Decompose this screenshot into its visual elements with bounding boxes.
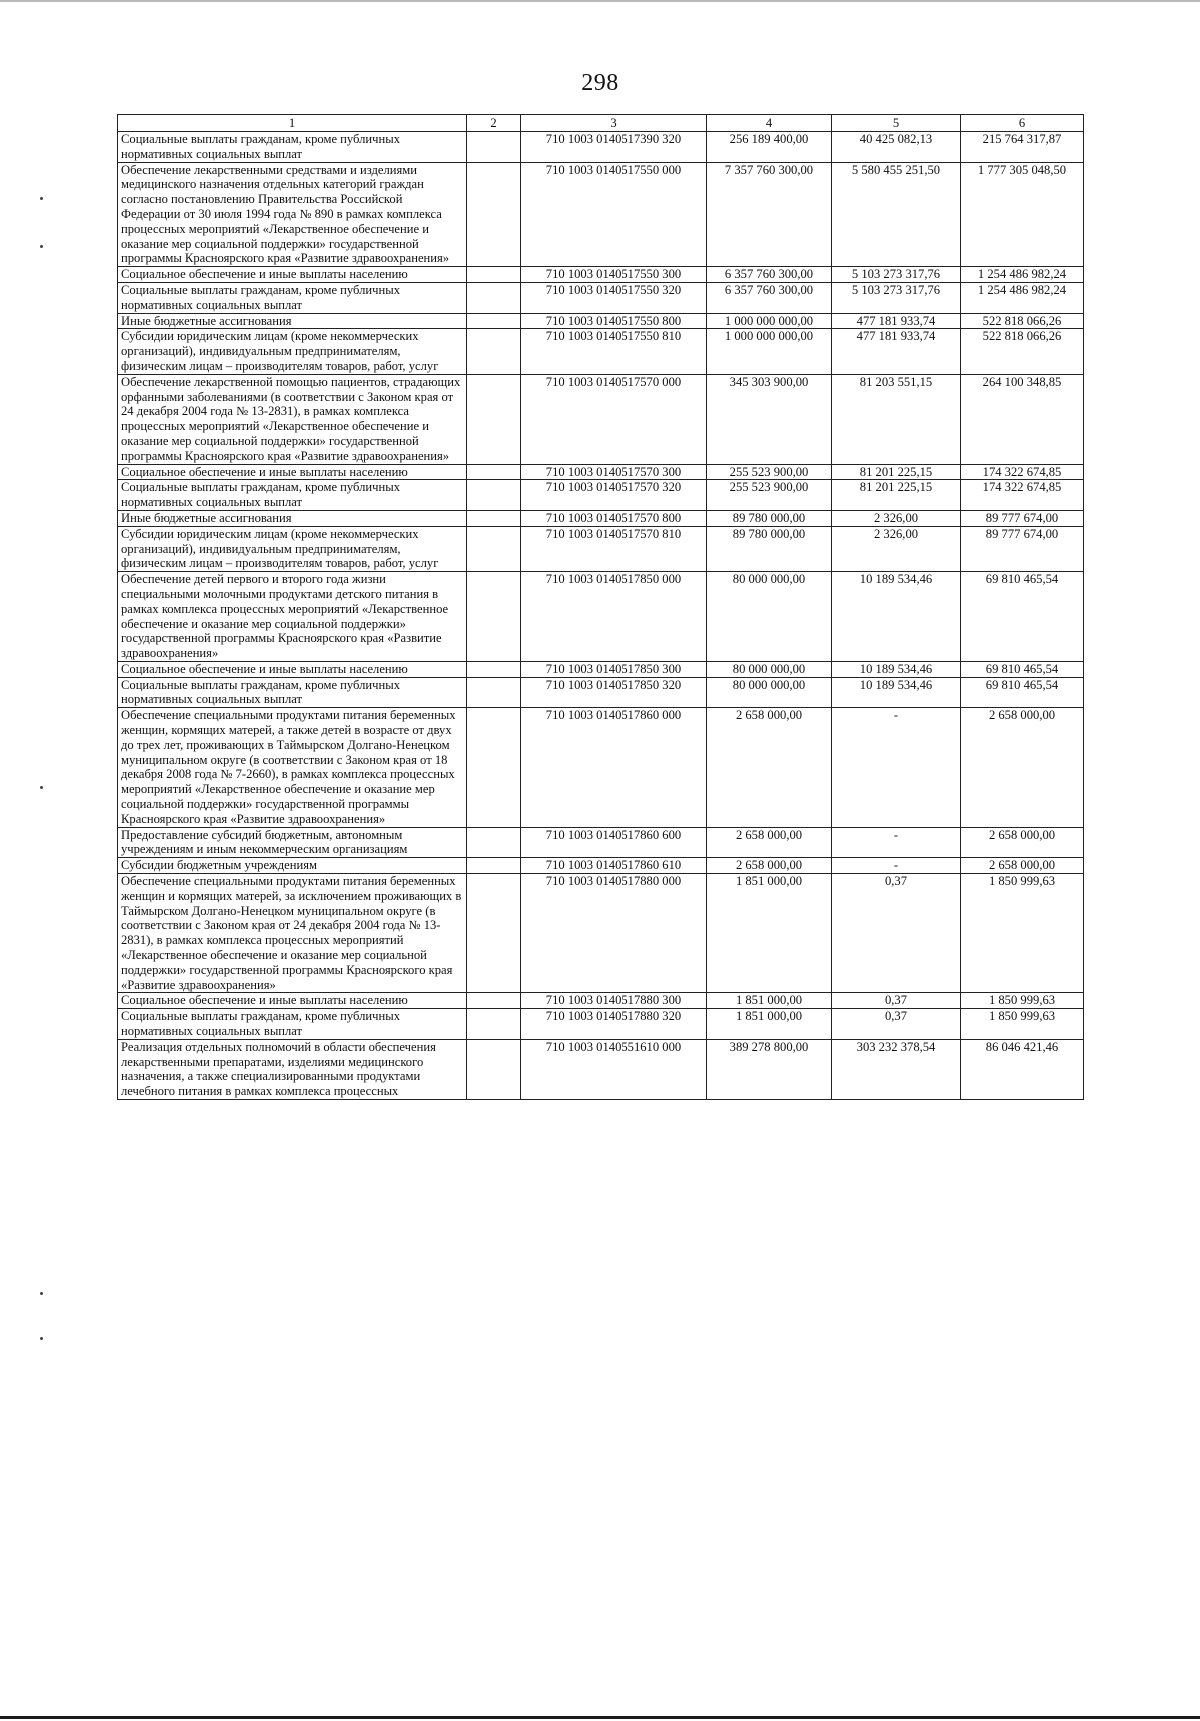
table-row [118,993,1084,1009]
row-amount-planned: 7 357 760 300,00 [707,162,832,267]
row-col2 [467,572,521,662]
row-budget-code: 710 1003 0140517550 800 [521,313,707,329]
row-budget-code: 710 1003 0140517550 000 [521,162,707,267]
row-amount-planned: 6 357 760 300,00 [707,267,832,283]
scan-dot [40,786,43,789]
row-col2 [467,661,521,677]
row-amount-planned: 1 851 000,00 [707,874,832,993]
row-amount-planned: 1 851 000,00 [707,993,832,1009]
row-budget-code: 710 1003 0140517860 610 [521,858,707,874]
row-description: Субсидии бюджетным учреждениям [118,858,467,874]
row-amount-remaining: 1 254 486 982,24 [961,282,1084,313]
row-description: Социальные выплаты гражданам, кроме публичных нормативных социальных выплат [118,677,467,708]
row-amount-remaining: 174 322 674,85 [961,464,1084,480]
row-col2 [467,677,521,708]
row-amount-remaining: 86 046 421,46 [961,1039,1084,1099]
row-amount-executed: 2 326,00 [832,526,961,571]
row-budget-code: 710 1003 0140551610 000 [521,1039,707,1099]
row-amount-remaining: 1 850 999,63 [961,1009,1084,1040]
column-header: 4 [707,115,832,132]
row-col2 [467,267,521,283]
row-description: Социальные выплаты гражданам, кроме публичных нормативных социальных выплат [118,132,467,163]
row-col2 [467,480,521,511]
row-amount-remaining: 264 100 348,85 [961,374,1084,464]
row-amount-remaining: 69 810 465,54 [961,572,1084,662]
row-description: Обеспечение лекарственными средствами и изделиями медицинского назначения отдельных категорий граждан согласно постановлению Правительства Российской Федерации от 30 июля 1994 года № 890 в рамках комплекса процессных мероприятий «Лекарственное обеспечение и оказание мер социальной поддержки» государственной программы Красноярского края «Развитие здравоохранения» [118,162,467,267]
row-description: Реализация отдельных полномочий в области обеспечения лекарственными препаратами, изделиями медицинского назначения, а также специализированными продуктами лечебного питания в рамках комплекса процессных [118,1039,467,1099]
row-amount-planned: 89 780 000,00 [707,510,832,526]
row-amount-remaining: 2 658 000,00 [961,708,1084,827]
row-col2 [467,827,521,858]
row-col2 [467,374,521,464]
row-amount-executed: 0,37 [832,874,961,993]
row-amount-planned: 89 780 000,00 [707,526,832,571]
row-col2 [467,874,521,993]
row-description: Обеспечение специальными продуктами питания беременных женщин и кормящих матерей, за исключением проживающих в Таймырском Долгано-Ненецком муниципальном округе (в соответствии с Законом края от 24 декабря 2004 года № 13-2831), в рамках комплекса процессных мероприятий «Лекарственное обеспечение и оказание мер социальной поддержки» государственной программы Красноярского края «Развитие здравоохранения» [118,874,467,993]
row-description: Социальное обеспечение и иные выплаты населению [118,993,467,1009]
row-description: Субсидии юридическим лицам (кроме некоммерческих организаций), индивидуальным предпринимателям, физическим лицам – производителям товаров, работ, услуг [118,329,467,374]
row-amount-executed: - [832,827,961,858]
row-amount-planned: 80 000 000,00 [707,677,832,708]
row-amount-executed: 10 189 534,46 [832,661,961,677]
row-col2 [467,162,521,267]
row-amount-remaining: 522 818 066,26 [961,329,1084,374]
row-amount-planned: 1 000 000 000,00 [707,313,832,329]
table-row [118,282,1084,313]
row-amount-remaining: 1 777 305 048,50 [961,162,1084,267]
row-amount-planned: 2 658 000,00 [707,708,832,827]
row-col2 [467,132,521,163]
row-budget-code: 710 1003 0140517850 300 [521,661,707,677]
table-row [118,572,1084,662]
table-body [118,132,1084,1100]
row-amount-planned: 2 658 000,00 [707,858,832,874]
row-description: Обеспечение лекарственной помощью пациентов, страдающих орфанными заболеваниями (в соответствии с Законом края от 24 декабря 2004 года № 13-2831), в рамках комплекса процессных мероприятий «Лекарственное обеспечение и оказание мер социальной поддержки» государственной программы Красноярского края «Развитие здравоохранения» [118,374,467,464]
table-row [118,827,1084,858]
table-row [118,708,1084,827]
row-description: Социальное обеспечение и иные выплаты населению [118,267,467,283]
table-row [118,132,1084,163]
table-row [118,267,1084,283]
row-amount-remaining: 89 777 674,00 [961,526,1084,571]
row-col2 [467,993,521,1009]
row-description: Социальное обеспечение и иные выплаты населению [118,661,467,677]
column-header: 1 [118,115,467,132]
row-budget-code: 710 1003 0140517880 320 [521,1009,707,1040]
table-row [118,313,1084,329]
row-amount-remaining: 69 810 465,54 [961,677,1084,708]
scan-dot [40,197,43,200]
row-budget-code: 710 1003 0140517880 300 [521,993,707,1009]
row-col2 [467,329,521,374]
bottom-scan-edge [0,1716,1200,1719]
row-budget-code: 710 1003 0140517570 300 [521,464,707,480]
table-row [118,162,1084,267]
row-amount-executed: 5 103 273 317,76 [832,267,961,283]
row-budget-code: 710 1003 0140517550 320 [521,282,707,313]
row-amount-planned: 6 357 760 300,00 [707,282,832,313]
row-amount-executed: 2 326,00 [832,510,961,526]
row-budget-code: 710 1003 0140517570 800 [521,510,707,526]
row-amount-planned: 80 000 000,00 [707,661,832,677]
row-amount-executed: 5 580 455 251,50 [832,162,961,267]
table-row [118,858,1084,874]
row-budget-code: 710 1003 0140517570 000 [521,374,707,464]
row-description: Социальные выплаты гражданам, кроме публичных нормативных социальных выплат [118,480,467,511]
row-amount-planned: 255 523 900,00 [707,464,832,480]
table-row [118,480,1084,511]
table-row [118,464,1084,480]
row-amount-executed: 10 189 534,46 [832,677,961,708]
row-amount-remaining: 69 810 465,54 [961,661,1084,677]
row-description: Социальные выплаты гражданам, кроме публичных нормативных социальных выплат [118,1009,467,1040]
table-row [118,374,1084,464]
column-header: 3 [521,115,707,132]
row-col2 [467,708,521,827]
row-description: Субсидии юридическим лицам (кроме некоммерческих организаций), индивидуальным предпринимателям, физическим лицам – производителям товаров, работ, услуг [118,526,467,571]
table-row [118,526,1084,571]
row-description: Иные бюджетные ассигнования [118,313,467,329]
row-col2 [467,313,521,329]
column-header: 2 [467,115,521,132]
page-number: 298 [581,70,619,96]
scan-dot [40,1337,43,1340]
header-row [118,115,1084,132]
row-amount-executed: 0,37 [832,1009,961,1040]
row-amount-planned: 80 000 000,00 [707,572,832,662]
column-header: 6 [961,115,1084,132]
row-budget-code: 710 1003 0140517570 810 [521,526,707,571]
row-amount-remaining: 174 322 674,85 [961,480,1084,511]
table-row [118,677,1084,708]
row-budget-code: 710 1003 0140517860 600 [521,827,707,858]
row-amount-remaining: 2 658 000,00 [961,858,1084,874]
table-row [118,1009,1084,1040]
row-amount-planned: 1 851 000,00 [707,1009,832,1040]
row-col2 [467,858,521,874]
scan-dot [40,245,43,248]
row-amount-planned: 1 000 000 000,00 [707,329,832,374]
row-description: Социальное обеспечение и иные выплаты населению [118,464,467,480]
row-amount-executed: 477 181 933,74 [832,329,961,374]
row-col2 [467,510,521,526]
row-budget-code: 710 1003 0140517850 320 [521,677,707,708]
row-amount-executed: 40 425 082,13 [832,132,961,163]
row-amount-executed: - [832,708,961,827]
row-description: Обеспечение специальными продуктами питания беременных женщин, кормящих матерей, а также детей в возрасте от двух до трех лет, проживающих в Таймырском Долгано-Ненецком муниципальном округе (в соответствии с Законом края от 18 декабря 2008 года № 7-2660), в рамках комплекса процессных мероприятий «Лекарственное обеспечение и оказание мер социальной поддержки» государственной программы Красноярского края «Развитие здравоохранения» [118,708,467,827]
row-amount-remaining: 522 818 066,26 [961,313,1084,329]
row-amount-executed: 10 189 534,46 [832,572,961,662]
row-amount-executed: 5 103 273 317,76 [832,282,961,313]
row-budget-code: 710 1003 0140517880 000 [521,874,707,993]
row-budget-code: 710 1003 0140517570 320 [521,480,707,511]
row-amount-executed: 81 201 225,15 [832,464,961,480]
row-amount-planned: 389 278 800,00 [707,1039,832,1099]
row-description: Иные бюджетные ассигнования [118,510,467,526]
row-amount-executed: 81 201 225,15 [832,480,961,511]
row-budget-code: 710 1003 0140517550 300 [521,267,707,283]
row-col2 [467,282,521,313]
row-description: Предоставление субсидий бюджетным, автономным учреждениям и иным некоммерческим организациям [118,827,467,858]
row-budget-code: 710 1003 0140517390 320 [521,132,707,163]
row-budget-code: 710 1003 0140517850 000 [521,572,707,662]
row-amount-remaining: 1 850 999,63 [961,874,1084,993]
row-amount-remaining: 1 850 999,63 [961,993,1084,1009]
row-amount-remaining: 2 658 000,00 [961,827,1084,858]
table-row [118,661,1084,677]
row-col2 [467,1039,521,1099]
row-col2 [467,1009,521,1040]
table-row [118,874,1084,993]
top-scan-edge [0,0,1200,2]
column-header: 5 [832,115,961,132]
row-amount-remaining: 1 254 486 982,24 [961,267,1084,283]
row-amount-remaining: 215 764 317,87 [961,132,1084,163]
row-description: Обеспечение детей первого и второго года жизни специальными молочными продуктами детского питания в рамках комплекса процессных мероприятий «Лекарственное обеспечение и оказание мер социальной поддержки» государственной программы Красноярского края «Развитие здравоохранения» [118,572,467,662]
scan-dot [40,1292,43,1295]
table-row [118,510,1084,526]
table-row [118,1039,1084,1099]
row-budget-code: 710 1003 0140517860 000 [521,708,707,827]
row-amount-executed: 303 232 378,54 [832,1039,961,1099]
row-amount-remaining: 89 777 674,00 [961,510,1084,526]
row-amount-planned: 255 523 900,00 [707,480,832,511]
table-row [118,329,1084,374]
budget-table [117,114,1084,1100]
row-amount-planned: 345 303 900,00 [707,374,832,464]
row-amount-planned: 2 658 000,00 [707,827,832,858]
row-amount-executed: 477 181 933,74 [832,313,961,329]
row-col2 [467,526,521,571]
row-amount-executed: 0,37 [832,993,961,1009]
row-description: Социальные выплаты гражданам, кроме публичных нормативных социальных выплат [118,282,467,313]
row-amount-executed: 81 203 551,15 [832,374,961,464]
row-col2 [467,464,521,480]
row-amount-executed: - [832,858,961,874]
row-budget-code: 710 1003 0140517550 810 [521,329,707,374]
row-amount-planned: 256 189 400,00 [707,132,832,163]
